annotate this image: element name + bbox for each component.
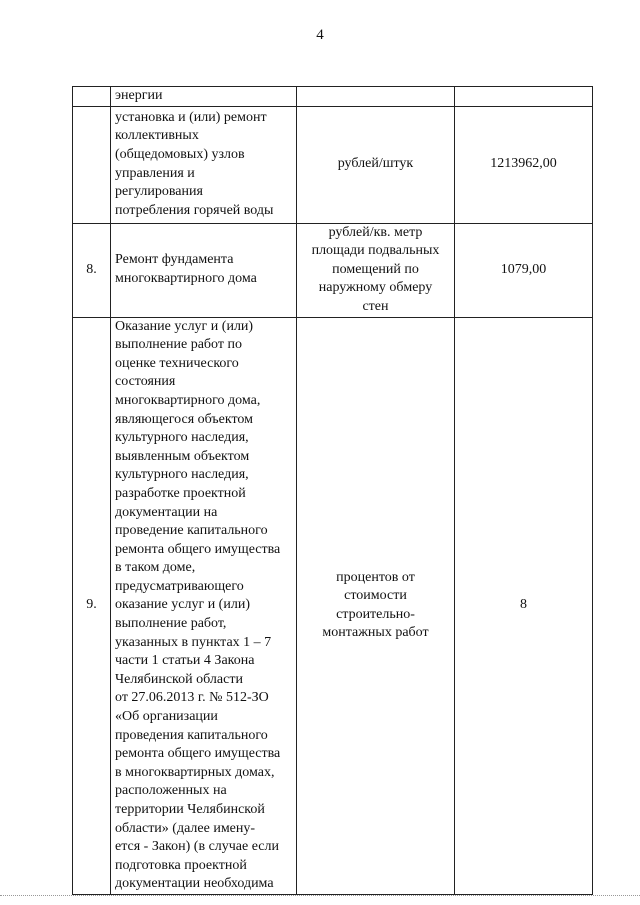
work-name: Оказание услуг и (или) выполнение работ по оценке технического состояния многоквартирного дома, являющегося объектом культурного наследия, выявленным объектом культурного наследия, разработке проектной документации на проведение капитального ремонта общего имущества в таком доме, предусматривающего оказание услуг и (или) выполнение работ, указанных в пунктах 1 – 7 части 1 статьи 4 Закона Челябинской области от 27.06.2013 г. № 512-ЗО «Об организации проведения капитального ремонта общего имущества в многоквартирных домах, расположенных на территории Челябинской области» (далее имену- ется - Закон) (в случае если подготовка проектной документации необходима <box>111 317 297 894</box>
row-number: 9. <box>73 317 111 894</box>
page-bottom-divider <box>0 895 640 896</box>
work-name: установка и (или) ремонт коллективных (общедомовых) узлов управления и регулирования потребления горячей воды <box>111 106 297 223</box>
table-row <box>73 87 593 107</box>
unit-of-measure: процентов от стоимости строительно- монтажных работ <box>297 317 455 894</box>
unit-of-measure <box>297 87 455 107</box>
row-number <box>73 106 111 223</box>
table-row <box>73 317 593 894</box>
table-row <box>73 223 593 317</box>
row-number <box>73 87 111 107</box>
work-name: Ремонт фундамента многоквартирного дома <box>111 223 297 317</box>
row-number: 8. <box>73 223 111 317</box>
tariff-table <box>72 86 593 895</box>
cost-value: 1079,00 <box>455 223 593 317</box>
page-number: 4 <box>316 27 324 43</box>
table-row <box>73 106 593 223</box>
cost-value: 1213962,00 <box>455 106 593 223</box>
work-name: энергии <box>111 87 297 107</box>
unit-of-measure: рублей/кв. метр площади подвальных помещений по наружному обмеру стен <box>297 223 455 317</box>
unit-of-measure: рублей/штук <box>297 106 455 223</box>
cost-value <box>455 87 593 107</box>
cost-value: 8 <box>455 317 593 894</box>
